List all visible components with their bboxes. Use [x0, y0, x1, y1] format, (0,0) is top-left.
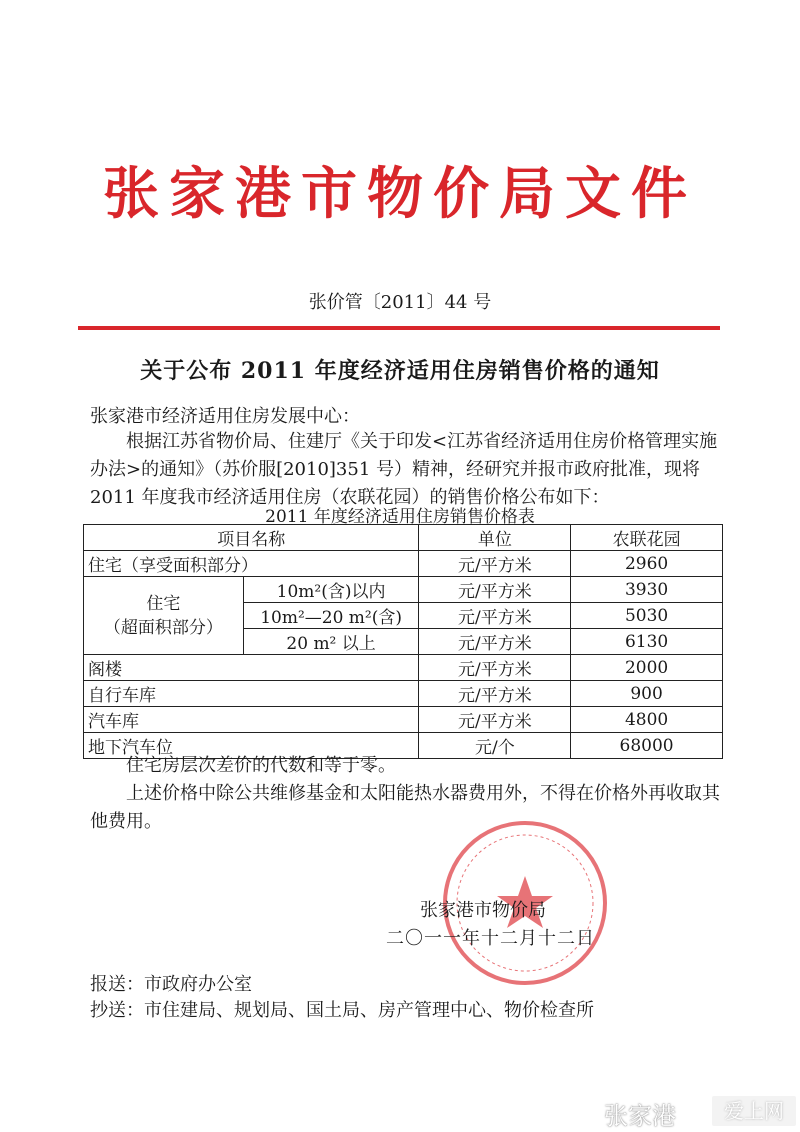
table-caption: 2011 年度经济适用住房销售价格表 [265, 507, 535, 527]
table-row [84, 655, 723, 681]
row-unit: 元/个 [419, 733, 571, 759]
watermark-right: 爱上网 [712, 1096, 796, 1126]
signature-org: 张家港市物价局 [420, 900, 546, 921]
note-2: 上述价格中除公共维修基金和太阳能热水器费用外，不得在价格外再收取其他费用。 [90, 783, 720, 832]
header-project: 农联花园 [571, 525, 723, 551]
table-row [84, 577, 723, 603]
row-item: 阁楼 [84, 655, 419, 681]
table-row [84, 681, 723, 707]
row-unit: 元/平方米 [419, 629, 571, 655]
watermark-left: 张家港 [604, 1102, 676, 1130]
row-item: 自行车库 [84, 681, 419, 707]
header-title: 张家港市物价局文件 [103, 161, 697, 227]
row-price: 4800 [571, 707, 723, 733]
row-unit: 元/平方米 [419, 603, 571, 629]
report-to: 报送：市政府办公室 [90, 974, 252, 995]
red-divider [78, 326, 720, 330]
row-item: 住宅（享受面积部分） [84, 551, 419, 577]
body-paragraph: 根据江苏省物价局、住建厅《关于印发<江苏省经济适用住房价格管理实施办法>的通知》（苏价服[2010]351 号）精神，经研究并报市政府批准，现将 2011 年度我市经济适用住房（农联花园）的销售价格公布如下： [90, 431, 718, 508]
row-range: 10m²—20 m²(含) [243, 603, 419, 629]
row-price: 2960 [571, 551, 723, 577]
header-unit: 单位 [419, 525, 571, 551]
row-price: 68000 [571, 733, 723, 759]
row-unit: 元/平方米 [419, 707, 571, 733]
table-header-row [84, 525, 723, 551]
row-unit: 元/平方米 [419, 681, 571, 707]
excess-label-line1: 住宅 [146, 593, 181, 614]
row-item: 地下汽车位 [84, 733, 419, 759]
row-item: 汽车库 [84, 707, 419, 733]
row-unit: 元/平方米 [419, 551, 571, 577]
excess-group-label [84, 577, 244, 655]
note-1: 住宅房层次差价的代数和等于零。 [126, 755, 396, 776]
header-item: 项目名称 [84, 525, 419, 551]
row-price: 3930 [571, 577, 723, 603]
excess-label-line2: （超面积部分） [103, 617, 223, 638]
table-row [84, 551, 723, 577]
signature-date: 二〇一一年十二月十二日 [386, 928, 595, 949]
notice-title: 关于公布 2011 年度经济适用住房销售价格的通知 [140, 358, 660, 384]
recipient: 张家港市经济适用住房发展中心： [90, 406, 360, 427]
doc-number: 张价管〔2011〕44 号 [308, 292, 492, 313]
row-range: 20 m² 以上 [243, 629, 419, 655]
row-price: 6130 [571, 629, 723, 655]
copy-to: 抄送：市住建局、规划局、国土局、房产管理中心、物价检查所 [90, 1000, 594, 1021]
price-table [83, 524, 723, 759]
table-row [84, 707, 723, 733]
row-price: 2000 [571, 655, 723, 681]
row-unit: 元/平方米 [419, 655, 571, 681]
watermark [600, 1090, 800, 1132]
row-range: 10m²(含)以内 [243, 577, 419, 603]
row-price: 900 [571, 681, 723, 707]
row-price: 5030 [571, 603, 723, 629]
row-unit: 元/平方米 [419, 577, 571, 603]
